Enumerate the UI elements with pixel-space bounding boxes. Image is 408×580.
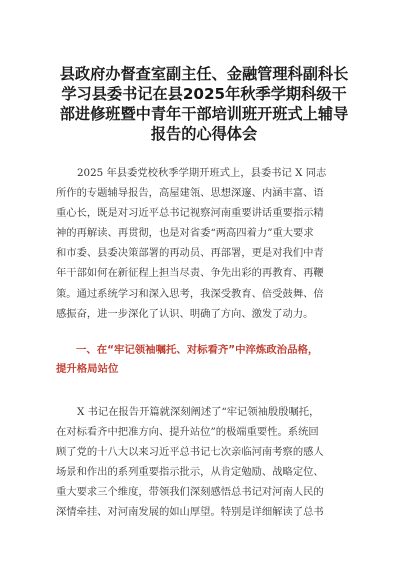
paragraph-line: 和市委、县委决策部署的再动员、再部署，更是对我们中青: [56, 247, 324, 260]
title-line: 报告的心得体会: [150, 125, 258, 143]
paragraph-intro: [56, 163, 356, 324]
title-line: 学习县委书记在县2025年秋季学期科级干: [61, 85, 347, 103]
heading-line: 提升格局站位: [56, 363, 119, 375]
paragraph-line: 场景和作出的系列重要指示批示，从肯定勉励、战略定位、: [56, 466, 324, 479]
paragraph-line: 重心长，既是对习近平总书记视察河南重要讲话重要指示精: [56, 207, 324, 220]
paragraph-line: 年干部如何在新征程上担当尽责、争先出彩的再教育、再鞭: [56, 267, 324, 280]
title-line: 部进修班暨中青年干部培训班开班式上辅导: [59, 105, 349, 123]
paragraph-line: 在对标看齐中把准方向、提升站位”的极端重要性。系统回: [56, 426, 319, 439]
paragraph-section1: [56, 402, 356, 523]
paragraph-line: 感振奋，进一步深化了认识、明确了方向、激发了动力。: [56, 307, 314, 320]
title-line: 县政府办督查室副主任、金融管理科副科长: [59, 65, 349, 83]
paragraph-line: X 书记在报告开篇就深刻阐述了“牢记领袖殷殷嘱托，: [77, 406, 320, 418]
section-heading: [56, 341, 360, 379]
document-title: [52, 64, 356, 144]
paragraph-line: 所作的专题辅导报告，高屋建瓴、思想深邃、内涵丰富、语: [56, 187, 324, 200]
paragraph-line: 策。通过系统学习和深入思考，我深受教育、倍受鼓舞、倍: [56, 287, 324, 300]
paragraph-line: 顾了党的十八大以来习近平总书记七次亲临河南考察的感人: [56, 446, 324, 459]
paragraph-line: 重大要求三个维度，带领我们深刻感悟总书记对河南人民的: [56, 486, 324, 499]
heading-line: 一、在“牢记领袖嘱托、对标看齐”中淬炼政治品格，: [76, 344, 319, 356]
paragraph-line: 深情牵挂、对河南发展的如山厚望。特别是详细解读了总书: [56, 506, 324, 519]
paragraph-line: 神的再解读、再贯彻，也是对省委“两高四着力”重大要求: [56, 227, 314, 240]
paragraph-line: 2025 年县委党校秋季学期开班式上，县委书记 X 同志: [77, 167, 327, 179]
